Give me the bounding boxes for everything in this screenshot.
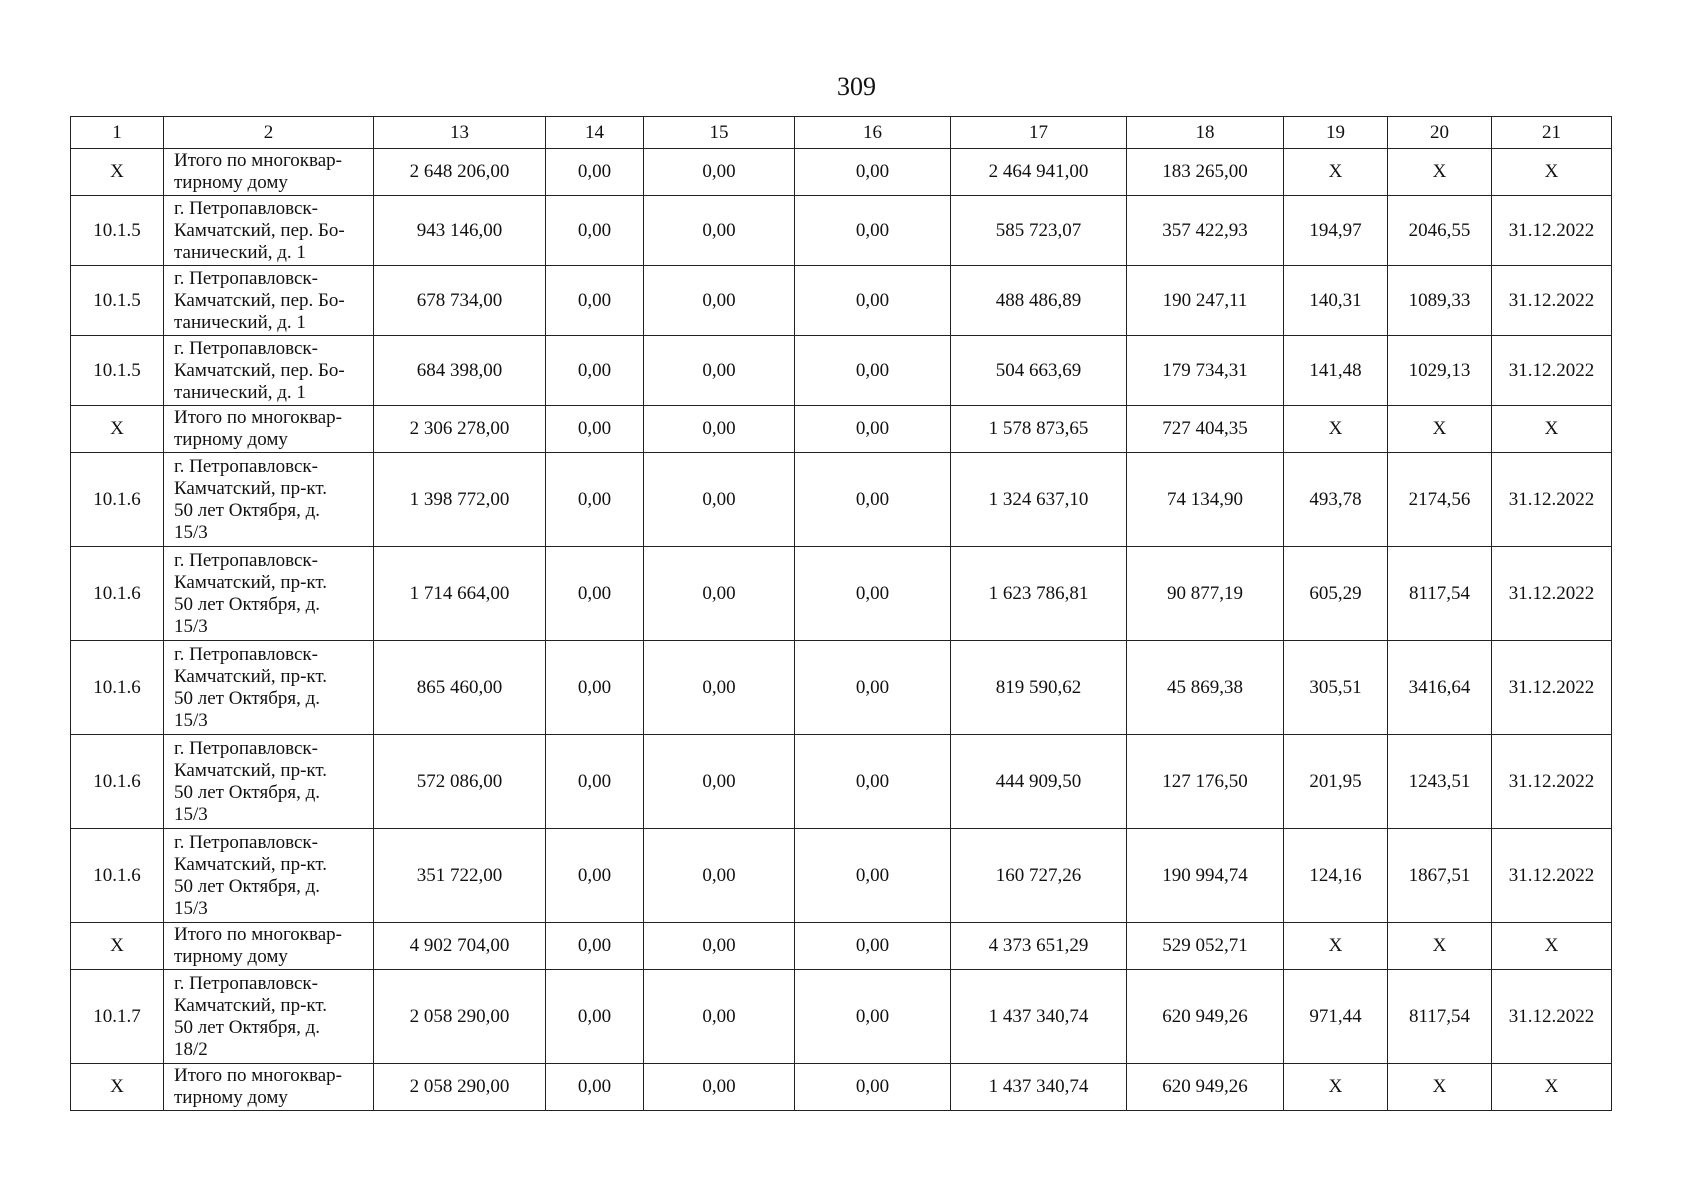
cell-col-15: 0,00 [644,453,795,547]
header-cell-col-18: 18 [1127,117,1284,149]
cell-col-2: Итого по многоквар- тирному дому [164,923,374,970]
cell-col-1: 10.1.5 [71,196,164,266]
cell-col-19: 194,97 [1284,196,1388,266]
cell-col-16: 0,00 [795,406,951,453]
cell-col-19: 971,44 [1284,970,1388,1064]
total-row [71,923,1612,970]
cell-col-15: 0,00 [644,547,795,641]
header-row [71,117,1612,149]
header-cell-col-21: 21 [1492,117,1612,149]
table-row [71,735,1612,829]
cell-col-15: 0,00 [644,266,795,336]
cell-col-14: 0,00 [546,336,644,406]
cell-col-20: 2046,55 [1388,196,1492,266]
cell-col-17: 1 437 340,74 [951,970,1127,1064]
cell-col-19: Х [1284,923,1388,970]
total-row [71,149,1612,196]
cell-col-2: г. Петропавловск- Камчатский, пр-кт. 50 лет Октября, д. 15/3 [164,829,374,923]
cell-col-18: 74 134,90 [1127,453,1284,547]
header-cell-col-19: 19 [1284,117,1388,149]
cell-col-21: 31.12.2022 [1492,336,1612,406]
cell-col-13: 572 086,00 [374,735,546,829]
cell-col-20: Х [1388,406,1492,453]
cell-col-2: г. Петропавловск- Камчатский, пер. Бо- танический, д. 1 [164,196,374,266]
cell-col-2: Итого по многоквар- тирному дому [164,149,374,196]
cell-col-16: 0,00 [795,735,951,829]
cell-col-21: 31.12.2022 [1492,970,1612,1064]
cell-col-1: 10.1.7 [71,970,164,1064]
cell-col-2: г. Петропавловск- Камчатский, пр-кт. 50 лет Октября, д. 15/3 [164,641,374,735]
cell-col-19: 493,78 [1284,453,1388,547]
header-cell-col-1: 1 [71,117,164,149]
cell-col-21: 31.12.2022 [1492,266,1612,336]
table-row [71,266,1612,336]
cell-col-21: 31.12.2022 [1492,547,1612,641]
data-table [70,116,1612,1111]
cell-col-13: 1 398 772,00 [374,453,546,547]
cell-col-14: 0,00 [546,266,644,336]
cell-col-21: 31.12.2022 [1492,453,1612,547]
cell-col-16: 0,00 [795,547,951,641]
cell-col-20: Х [1388,923,1492,970]
cell-col-19: 141,48 [1284,336,1388,406]
cell-col-13: 4 902 704,00 [374,923,546,970]
cell-col-17: 504 663,69 [951,336,1127,406]
cell-col-14: 0,00 [546,453,644,547]
cell-col-16: 0,00 [795,336,951,406]
cell-col-17: 1 623 786,81 [951,547,1127,641]
cell-col-13: 678 734,00 [374,266,546,336]
cell-col-17: 585 723,07 [951,196,1127,266]
cell-col-19: 201,95 [1284,735,1388,829]
cell-col-14: 0,00 [546,735,644,829]
cell-col-19: Х [1284,406,1388,453]
cell-col-19: 140,31 [1284,266,1388,336]
cell-col-18: 90 877,19 [1127,547,1284,641]
cell-col-16: 0,00 [795,829,951,923]
cell-col-20: 1089,33 [1388,266,1492,336]
cell-col-18: 190 994,74 [1127,829,1284,923]
cell-col-18: 529 052,71 [1127,923,1284,970]
cell-col-1: Х [71,406,164,453]
cell-col-14: 0,00 [546,641,644,735]
cell-col-2: Итого по многоквар- тирному дому [164,1064,374,1111]
cell-col-20: 8117,54 [1388,547,1492,641]
table-row [71,196,1612,266]
table-row [71,336,1612,406]
header-cell-col-15: 15 [644,117,795,149]
table-row [71,547,1612,641]
cell-col-16: 0,00 [795,196,951,266]
cell-col-18: 620 949,26 [1127,970,1284,1064]
cell-col-15: 0,00 [644,336,795,406]
cell-col-17: 444 909,50 [951,735,1127,829]
cell-col-14: 0,00 [546,149,644,196]
cell-col-14: 0,00 [546,923,644,970]
cell-col-19: 605,29 [1284,547,1388,641]
cell-col-13: 2 058 290,00 [374,970,546,1064]
cell-col-21: 31.12.2022 [1492,641,1612,735]
cell-col-17: 1 578 873,65 [951,406,1127,453]
cell-col-20: Х [1388,1064,1492,1111]
cell-col-15: 0,00 [644,829,795,923]
cell-col-13: 2 648 206,00 [374,149,546,196]
cell-col-18: 727 404,35 [1127,406,1284,453]
cell-col-13: 2 058 290,00 [374,1064,546,1111]
cell-col-13: 351 722,00 [374,829,546,923]
cell-col-19: Х [1284,149,1388,196]
cell-col-14: 0,00 [546,1064,644,1111]
cell-col-18: 183 265,00 [1127,149,1284,196]
cell-col-14: 0,00 [546,829,644,923]
cell-col-15: 0,00 [644,641,795,735]
cell-col-15: 0,00 [644,735,795,829]
cell-col-15: 0,00 [644,149,795,196]
table-row [71,641,1612,735]
cell-col-14: 0,00 [546,547,644,641]
cell-col-1: Х [71,923,164,970]
cell-col-15: 0,00 [644,970,795,1064]
cell-col-18: 127 176,50 [1127,735,1284,829]
cell-col-17: 488 486,89 [951,266,1127,336]
cell-col-14: 0,00 [546,196,644,266]
cell-col-19: 124,16 [1284,829,1388,923]
header-cell-col-13: 13 [374,117,546,149]
page-number: 309 [837,72,876,101]
header-cell-col-20: 20 [1388,117,1492,149]
cell-col-17: 160 727,26 [951,829,1127,923]
cell-col-2: г. Петропавловск- Камчатский, пр-кт. 50 лет Октября, д. 15/3 [164,453,374,547]
cell-col-20: 1867,51 [1388,829,1492,923]
cell-col-16: 0,00 [795,641,951,735]
cell-col-17: 1 437 340,74 [951,1064,1127,1111]
cell-col-18: 179 734,31 [1127,336,1284,406]
cell-col-1: 10.1.6 [71,829,164,923]
cell-col-21: Х [1492,1064,1612,1111]
cell-col-13: 2 306 278,00 [374,406,546,453]
table-row [71,970,1612,1064]
cell-col-16: 0,00 [795,1064,951,1111]
cell-col-15: 0,00 [644,1064,795,1111]
cell-col-16: 0,00 [795,266,951,336]
cell-col-1: 10.1.6 [71,641,164,735]
cell-col-20: 1243,51 [1388,735,1492,829]
cell-col-14: 0,00 [546,970,644,1064]
header-cell-col-16: 16 [795,117,951,149]
cell-col-20: 3416,64 [1388,641,1492,735]
cell-col-17: 4 373 651,29 [951,923,1127,970]
table-row [71,829,1612,923]
cell-col-18: 45 869,38 [1127,641,1284,735]
cell-col-18: 190 247,11 [1127,266,1284,336]
cell-col-2: Итого по многоквар- тирному дому [164,406,374,453]
cell-col-16: 0,00 [795,970,951,1064]
cell-col-1: 10.1.6 [71,735,164,829]
cell-col-1: 10.1.5 [71,336,164,406]
cell-col-21: 31.12.2022 [1492,829,1612,923]
cell-col-17: 1 324 637,10 [951,453,1127,547]
cell-col-1: 10.1.6 [71,453,164,547]
cell-col-20: Х [1388,149,1492,196]
cell-col-17: 819 590,62 [951,641,1127,735]
cell-col-15: 0,00 [644,196,795,266]
cell-col-13: 865 460,00 [374,641,546,735]
cell-col-1: 10.1.5 [71,266,164,336]
cell-col-2: г. Петропавловск- Камчатский, пр-кт. 50 лет Октября, д. 15/3 [164,735,374,829]
total-row [71,406,1612,453]
cell-col-21: 31.12.2022 [1492,735,1612,829]
cell-col-1: Х [71,1064,164,1111]
cell-col-21: Х [1492,406,1612,453]
cell-col-13: 943 146,00 [374,196,546,266]
cell-col-1: Х [71,149,164,196]
cell-col-19: Х [1284,1064,1388,1111]
cell-col-20: 2174,56 [1388,453,1492,547]
cell-col-1: 10.1.6 [71,547,164,641]
cell-col-21: Х [1492,923,1612,970]
cell-col-16: 0,00 [795,149,951,196]
cell-col-21: 31.12.2022 [1492,196,1612,266]
cell-col-2: г. Петропавловск- Камчатский, пр-кт. 50 лет Октября, д. 18/2 [164,970,374,1064]
cell-col-20: 1029,13 [1388,336,1492,406]
cell-col-2: г. Петропавловск- Камчатский, пер. Бо- танический, д. 1 [164,266,374,336]
cell-col-13: 684 398,00 [374,336,546,406]
cell-col-21: Х [1492,149,1612,196]
cell-col-16: 0,00 [795,453,951,547]
cell-col-20: 8117,54 [1388,970,1492,1064]
cell-col-2: г. Петропавловск- Камчатский, пер. Бо- танический, д. 1 [164,336,374,406]
table-row [71,453,1612,547]
header-cell-col-2: 2 [164,117,374,149]
cell-col-16: 0,00 [795,923,951,970]
cell-col-18: 620 949,26 [1127,1064,1284,1111]
cell-col-18: 357 422,93 [1127,196,1284,266]
cell-col-17: 2 464 941,00 [951,149,1127,196]
header-cell-col-17: 17 [951,117,1127,149]
cell-col-15: 0,00 [644,406,795,453]
cell-col-14: 0,00 [546,406,644,453]
cell-col-13: 1 714 664,00 [374,547,546,641]
cell-col-19: 305,51 [1284,641,1388,735]
cell-col-15: 0,00 [644,923,795,970]
cell-col-2: г. Петропавловск- Камчатский, пр-кт. 50 лет Октября, д. 15/3 [164,547,374,641]
header-cell-col-14: 14 [546,117,644,149]
total-row [71,1064,1612,1111]
